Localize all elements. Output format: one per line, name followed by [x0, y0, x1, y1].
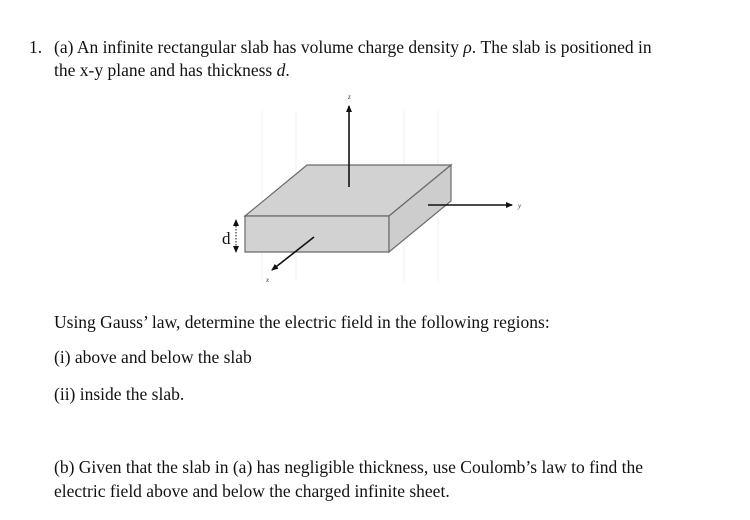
- thickness-label: d: [222, 229, 231, 248]
- gauss-prompt: Using Gauss’ law, determine the electric field in the following regions:: [54, 312, 550, 332]
- part-a-text-4: .: [285, 60, 290, 80]
- z-axis-label: z: [348, 93, 351, 101]
- part-i-text: (i) above and below the slab: [54, 347, 252, 367]
- rho-symbol: ρ: [463, 37, 472, 57]
- part-a-text-3: the x-y plane and has thickness: [54, 60, 277, 80]
- part-a-text-1: (a) An infinite rectangular slab has volume charge density: [54, 37, 464, 57]
- slab-front-face: [245, 216, 389, 252]
- y-axis-label: y: [518, 202, 522, 210]
- problem-number: 1.: [29, 37, 43, 57]
- part-b-line-2: electric field above and below the charged infinite sheet.: [54, 481, 450, 501]
- x-axis-label: x: [266, 276, 270, 284]
- part-b-line-1: (b) Given that the slab in (a) has negligible thickness, use Coulomb’s law to find the: [54, 457, 644, 477]
- part-ii-text: (ii) inside the slab.: [54, 384, 185, 404]
- thickness-symbol: d: [276, 60, 286, 80]
- part-a-text-2: . The slab is positioned in: [471, 37, 652, 57]
